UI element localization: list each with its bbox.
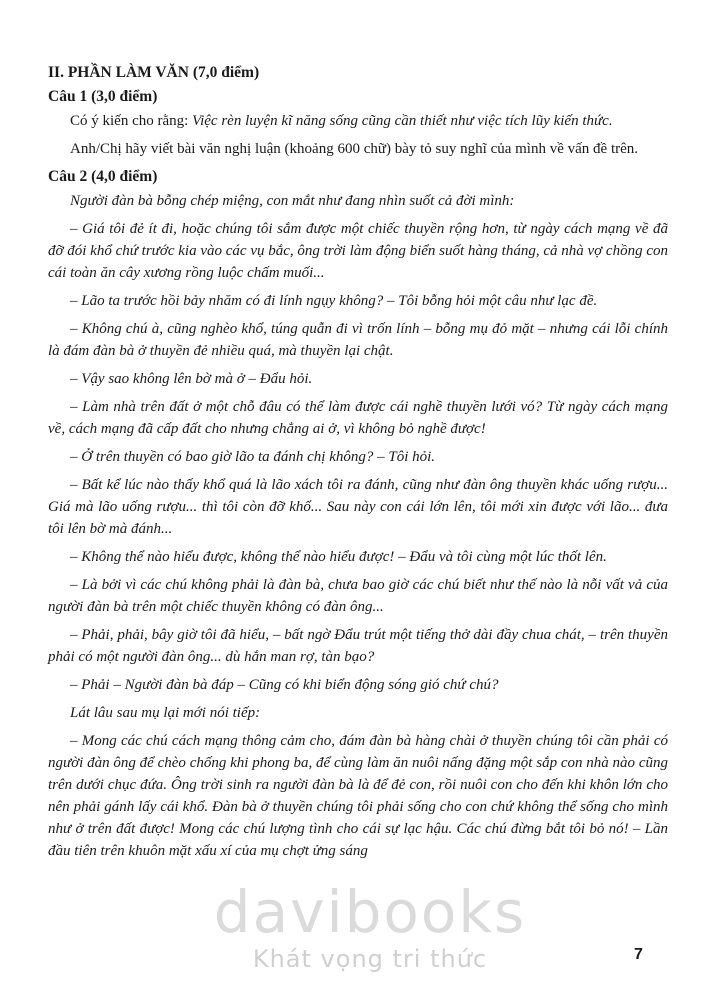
passage-paragraph: – Lão ta trước hồi bảy nhăm có đi lính ngụy không? – Tôi bỗng hỏi một câu như lạc đề.: [70, 293, 598, 309]
prompt-lead: Có ý kiến cho rằng:: [70, 113, 193, 129]
question-1-task: Anh/Chị hãy viết bài văn nghị luận (khoảng 600 chữ) bày tỏ suy nghĩ của mình về vấn đề trên.: [70, 141, 639, 157]
passage-paragraph: – Mong các chú cách mạng thông cảm cho, đám đàn bà hàng chài ở thuyền chúng tôi cần phải có người đàn ông để chèo chống khi phong ba, để cùng làm ăn nuôi nấng đặng một sắp con nhà nào cũng trên dưới chục đứa. Ông trời sinh ra người đàn bà là để đẻ con, rồi nuôi con cho đến khi khôn lớn cho nên phải gánh lấy cái khổ. Đàn bà ở thuyền chúng tôi phải sống cho con chứ không thể sống cho mình như ở trên đất được! Mong các chú lượng tình cho cái sự lạc hậu. Các chú đừng bắt tôi bỏ nó! – Lần đầu tiên trên khuôn mặt xấu xí của mụ chợt ửng sáng: [48, 733, 668, 859]
passage-paragraph: – Là bởi vì các chú không phải là đàn bà, chưa bao giờ các chú biết như thế nào là nỗi vất vả của người đàn bà trên một chiếc thuyền không có đàn ông...: [48, 577, 668, 615]
passage-paragraph: – Làm nhà trên đất ở một chỗ đâu có thể làm được cái nghề thuyền lưới vó? Từ ngày cách mạng về, cách mạng đã cấp đất cho nhưng chẳng ai ở, vì không bỏ nghề được!: [48, 399, 668, 437]
passage-paragraph: – Phải – Người đàn bà đáp – Cũng có khi biển động sóng gió chứ chú?: [70, 677, 499, 693]
passage-paragraph: Người đàn bà bỗng chép miệng, con mắt như đang nhìn suốt cả đời mình:: [70, 193, 515, 209]
prompt-quote: Việc rèn luyện kĩ năng sống cũng cần thiết như việc tích lũy kiến thức.: [192, 113, 613, 129]
passage-paragraph: – Không thể nào hiểu được, không thể nào hiểu được! – Đẩu và tôi cùng một lúc thốt lên.: [70, 549, 607, 565]
passage-paragraph: Lát lâu sau mụ lại mới nói tiếp:: [70, 705, 261, 721]
page-content: [48, 62, 668, 868]
watermark-tagline: Khát vọng tri thức: [252, 945, 488, 973]
passage-paragraph: – Giá tôi đẻ ít đi, hoặc chúng tôi sắm được một chiếc thuyền rộng hơn, từ ngày cách mạng về đã đỡ đói khổ chứ trước kia vào các vụ bắc, ông trời làm động biển suốt hàng tháng, cả nhà vợ chồng con cái toàn ăn cây xương rồng luộc chấm muối...: [48, 221, 668, 281]
watermark-logo: davibooks: [213, 878, 527, 946]
passage-paragraph: – Bất kể lúc nào thấy khổ quá là lão xách tôi ra đánh, cũng như đàn ông thuyền khác uống rượu... Giá mà lão uống rượu... thì tôi còn đỡ khổ... Sau này con cái lớn lên, tôi mới xin được với lão... đưa tôi lên bờ mà đánh...: [48, 477, 668, 537]
question-1-prompt: [48, 110, 668, 132]
passage-paragraph: – Phải, phải, bây giờ tôi đã hiểu, – bất ngờ Đẩu trút một tiếng thở dài đầy chua chát, – trên thuyền phải có một người đàn ông... dù hắn man rợ, tàn bạo?: [48, 627, 668, 665]
watermark: [160, 878, 580, 974]
passage-paragraph: – Ở trên thuyền có bao giờ lão ta đánh chị không? – Tôi hỏi.: [70, 449, 436, 465]
page-number: 7: [634, 946, 643, 963]
question-1-title: Câu 1 (3,0 điểm): [48, 88, 158, 105]
passage-paragraph: – Không chú à, cũng nghèo khổ, túng quẫn đi vì trốn lính – bỗng mụ đỏ mặt – nhưng cái lỗi chính là đám đàn bà ở thuyền đẻ nhiều quá, mà thuyền lại chật.: [48, 321, 668, 359]
question-2-title: Câu 2 (4,0 điểm): [48, 168, 158, 185]
section-title: II. PHẦN LÀM VĂN (7,0 điểm): [48, 64, 260, 81]
passage-paragraph: – Vậy sao không lên bờ mà ở – Đẩu hỏi.: [70, 371, 313, 387]
